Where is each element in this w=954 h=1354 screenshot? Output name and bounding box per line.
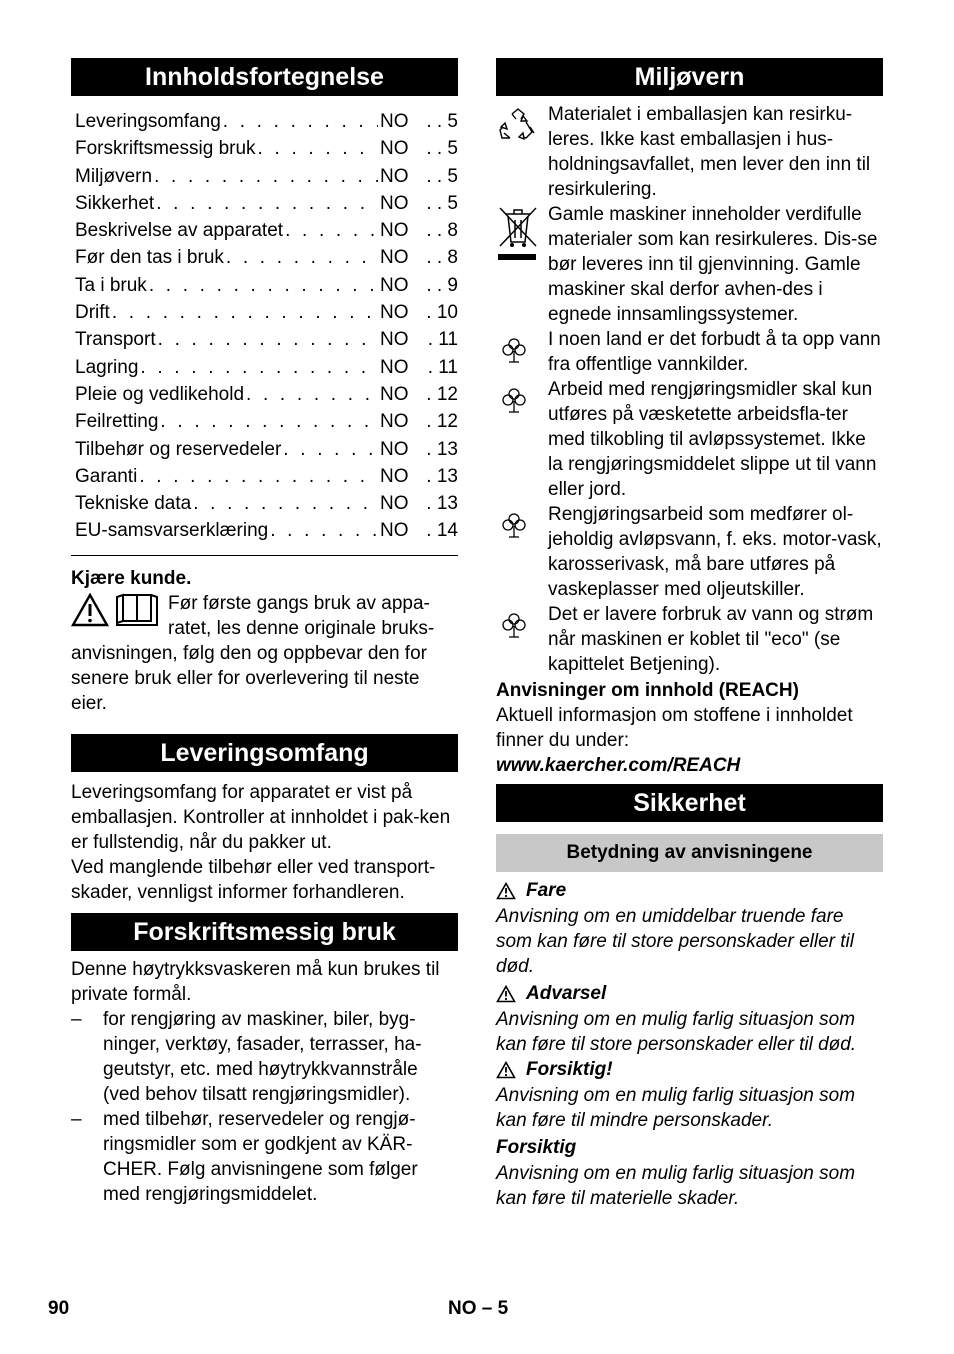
- toc-leader-dots: [193, 490, 378, 517]
- toc-leader-dots: [285, 217, 378, 244]
- toc-entry-page: . . 5: [426, 111, 458, 132]
- toc-entry-title: Sikkerhet: [75, 192, 155, 214]
- reach-text: Aktuell informasjon om stoffene i innholdet finner du under:: [496, 705, 853, 751]
- toc-entry-page: . . 9: [426, 274, 458, 296]
- warning-manual-icons: [71, 591, 168, 633]
- sikkerhet-heading: Sikkerhet: [496, 784, 883, 822]
- toc-entry-code: NO: [380, 329, 409, 351]
- toc-entry-code: NO: [380, 465, 409, 487]
- toc-divider: [71, 555, 458, 556]
- toc-entry-code: NO: [380, 247, 409, 269]
- right-column: [496, 58, 883, 1211]
- toc-leader-dots: [160, 408, 378, 435]
- toc-entry-title: Før den tas i bruk: [75, 247, 224, 269]
- page-number: 90: [48, 1298, 70, 1319]
- toc-row[interactable]: [75, 354, 458, 381]
- warning-icon: [496, 985, 516, 1003]
- toc-row[interactable]: [75, 135, 458, 162]
- left-column: [71, 58, 458, 1207]
- fare-label: Fare: [496, 878, 883, 904]
- miljo-item: [496, 327, 883, 377]
- toc-leader-dots: [246, 381, 378, 408]
- forsiktig-label: Forsiktig!: [496, 1057, 883, 1083]
- miljo-heading: Miljøvern: [496, 58, 883, 96]
- toc-entry-page: . . 5: [426, 138, 458, 160]
- toc-entry-page: . 13: [426, 438, 458, 460]
- bruk-text: Denne høytrykksvaskeren må kun brukes til private formål.: [71, 958, 440, 1005]
- toc-row[interactable]: [75, 408, 458, 435]
- toc-entry-page: . 11: [427, 356, 458, 378]
- reach-link[interactable]: www.kaercher.com/REACH: [496, 755, 741, 776]
- toc-entry-title: Transport: [75, 329, 156, 351]
- toc-entry-code: NO: [380, 520, 409, 542]
- warning-icon: [496, 1061, 516, 1079]
- toc-row[interactable]: [75, 244, 458, 271]
- toc-row[interactable]: [75, 490, 458, 517]
- miljo-text: Materialet i emballasjen kan resirku-leres. Ikke kast emballasjen i hus-holdningsavfallet, men lever den inn til resirkulering.: [548, 104, 871, 200]
- toc-entry-title: Forskriftsmessig bruk: [75, 138, 256, 160]
- toc-row[interactable]: [75, 217, 458, 244]
- signal-words: [496, 878, 883, 1211]
- miljo-item: [496, 602, 883, 677]
- toc-entry-page: . 13: [426, 493, 458, 515]
- toc-leader-dots: [139, 463, 378, 490]
- table-of-contents: [71, 108, 458, 545]
- forsiktig-text: Anvisning om en mulig farlig situasjon som kan føre til mindre personskader.: [496, 1085, 856, 1131]
- toc-entry-code: NO: [380, 138, 409, 160]
- toc-leader-dots: [149, 272, 378, 299]
- toc-leader-dots: [154, 163, 378, 190]
- intro-text: anvisningen, følg den og oppbevar den for senere bruk eller for overlevering til neste eier.: [71, 642, 427, 714]
- list-item: – for rengjøring av maskiner, biler, byg-ninger, verktøy, fasader, terrasser, ha-geutstyr, etc. med høytrykkvannstråle (ved behov tilsatt rengjøringsmidler).: [71, 1008, 422, 1105]
- toc-leader-dots: [156, 190, 378, 217]
- intro-block: [71, 591, 458, 641]
- section-page: NO – 5: [448, 1298, 509, 1319]
- greeting: Kjære kunde.: [71, 567, 192, 589]
- toc-row[interactable]: [75, 163, 458, 190]
- toc-entry-title: Beskrivelse av apparatet: [75, 220, 284, 242]
- toc-entry-page: . . 8: [426, 247, 458, 269]
- toc-entry-page: . 10: [426, 302, 458, 324]
- fare-text: Anvisning om en umiddelbar truende fare som kan føre til store personskader eller til død.: [496, 906, 854, 977]
- toc-entry-code: NO: [380, 493, 409, 515]
- intro-line-1: Før første gangs bruk av appa-: [168, 592, 430, 614]
- recycle-icon: [496, 106, 540, 150]
- betydning-heading: Betydning av anvisningene: [496, 834, 883, 872]
- leveringsomfang-text-2: Ved manglende tilbehør eller ved transport-skader, vennligst informer forhandleren.: [71, 856, 436, 903]
- toc-leader-dots: [226, 244, 378, 271]
- bruk-heading: Forskriftsmessig bruk: [71, 913, 458, 951]
- forsiktig-material-text: Anvisning om en mulig farlig situasjon som kan føre til materielle skader.: [496, 1163, 856, 1209]
- toc-entry-code: NO: [380, 383, 409, 405]
- toc-entry-page: . 11: [427, 329, 458, 351]
- toc-entry-title: EU-samsvarserklæring: [75, 520, 269, 542]
- toc-leader-dots: [270, 517, 378, 544]
- toc-row[interactable]: [75, 436, 458, 463]
- environment-tree-icon: [500, 387, 528, 415]
- miljo-list: [496, 102, 883, 677]
- toc-entry-title: Miljøvern: [75, 165, 153, 187]
- list-item: – med tilbehør, reservedeler og rengjø-ringsmidler som er godkjent av KÄR-CHER. Følg anvisningene som følger med rengjøringsmiddelet.: [71, 1108, 418, 1205]
- toc-row[interactable]: [75, 381, 458, 408]
- miljo-item: [496, 377, 883, 502]
- miljo-text: Det er lavere forbruk av vann og strøm når maskinen er koblet til "eco" (se kapittelet Betjening).: [548, 604, 874, 675]
- miljo-text: Rengjøringsarbeid som medfører ol-jeholdig avløpsvann, f. eks. motor-vask, karosserivask, må bare utføres på vaskeplasser med oljeutskiller.: [548, 504, 882, 600]
- toc-entry-code: NO: [380, 220, 409, 242]
- toc-entry-title: Tekniske data: [75, 493, 192, 515]
- toc-leader-dots: [112, 299, 378, 326]
- toc-entry-page: . 14: [426, 520, 458, 542]
- toc-entry-title: Leveringsomfang: [75, 111, 221, 132]
- miljo-item: [496, 202, 883, 327]
- toc-entry-title: Feilretting: [75, 411, 159, 433]
- forsiktig-material-label: Forsiktig: [496, 1137, 577, 1158]
- toc-row[interactable]: [75, 517, 458, 544]
- toc-entry-code: NO: [380, 356, 409, 378]
- miljo-text: Gamle maskiner inneholder verdifulle materialer som kan resirkuleres. Dis-se bør leveres inn til gjenvinning. Gamle maskiner skal derfor avhen-des i egnede innsamlingssystemer.: [548, 204, 878, 325]
- leveringsomfang-heading: Leveringsomfang: [71, 734, 458, 772]
- toc-leader-dots: [258, 135, 378, 162]
- toc-entry-title: Tilbehør og reservedeler: [75, 438, 282, 460]
- toc-row[interactable]: [75, 108, 458, 135]
- toc-entry-page: . . 5: [426, 165, 458, 187]
- leveringsomfang-text-1: Leveringsomfang for apparatet er vist på emballasjen. Kontroller at innholdet i pak-ken er fullstendig, når du pakker ut.: [71, 781, 451, 853]
- miljo-item: [496, 502, 883, 602]
- crossed-bin-icon: [496, 204, 540, 268]
- bruk-list: [71, 1007, 458, 1207]
- warning-book-icon: [71, 593, 161, 627]
- toc-entry-code: NO: [380, 111, 409, 132]
- toc-leader-dots: [158, 326, 378, 353]
- toc-entry-title: Lagring: [75, 356, 139, 378]
- toc-entry-title: Pleie og vedlikehold: [75, 383, 245, 405]
- toc-row[interactable]: [75, 272, 458, 299]
- toc-entry-code: NO: [380, 302, 409, 324]
- toc-entry-title: Garanti: [75, 465, 138, 487]
- toc-entry-page: . . 5: [426, 192, 458, 214]
- toc-leader-dots: [140, 354, 378, 381]
- warning-icon: [496, 882, 516, 900]
- toc-entry-page: . 13: [426, 465, 458, 487]
- toc-entry-code: NO: [380, 192, 409, 214]
- environment-tree-icon: [500, 512, 528, 540]
- toc-leader-dots: [223, 108, 378, 135]
- toc-entry-title: Drift: [75, 302, 110, 324]
- toc-row[interactable]: [75, 326, 458, 353]
- advarsel-text: Anvisning om en mulig farlig situasjon som kan føre til store personskader eller til død.: [496, 1009, 857, 1055]
- intro-line-2: ratet, les denne originale bruks-: [168, 617, 435, 639]
- toc-row[interactable]: [75, 299, 458, 326]
- toc-entry-page: . 12: [426, 383, 458, 405]
- toc-entry-code: NO: [380, 438, 409, 460]
- environment-tree-icon: [500, 337, 528, 365]
- miljo-text: Arbeid med rengjøringsmidler skal kun utføres på væsketette arbeidsfla-ter med tilkobling til avløpssystemet. Ikke la rengjøringsmiddelet slippe ut til vann eller jord.: [548, 379, 877, 500]
- miljo-item: [496, 102, 883, 202]
- toc-leader-dots: [283, 436, 378, 463]
- toc-entry-title: Ta i bruk: [75, 274, 147, 296]
- miljo-text: I noen land er det forbudt å ta opp vann fra offentlige vannkilder.: [548, 329, 881, 375]
- toc-entry-code: NO: [380, 411, 409, 433]
- reach-heading: Anvisninger om innhold (REACH): [496, 680, 799, 701]
- toc-row[interactable]: [75, 190, 458, 217]
- toc-heading: Innholdsfortegnelse: [71, 58, 458, 96]
- toc-entry-code: NO: [380, 165, 409, 187]
- toc-entry-code: NO: [380, 274, 409, 296]
- advarsel-label: Advarsel: [496, 981, 883, 1007]
- toc-entry-page: . . 8: [426, 220, 458, 242]
- toc-entry-page: . 12: [426, 411, 458, 433]
- environment-tree-icon: [500, 612, 528, 640]
- toc-row[interactable]: [75, 463, 458, 490]
